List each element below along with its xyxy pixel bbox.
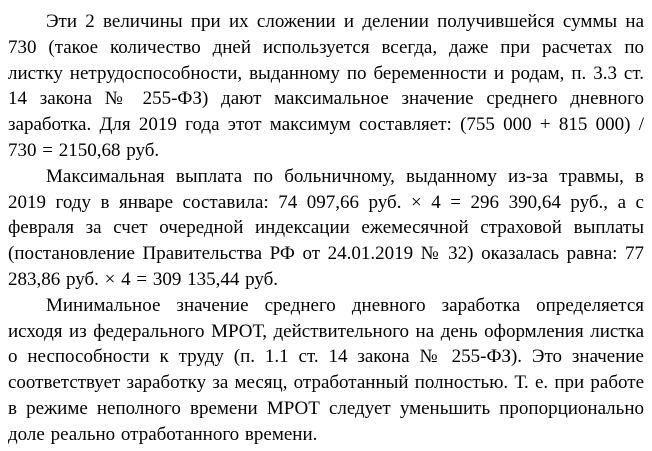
paragraph-max-injury-payment: Максимальная выплата по больничному, выданному из-за травмы, в 2019 году в январе составила: 74 097,66 руб. × 4 = 296 390,64 руб., а с февраля за счет очередной индексации ежемесячной страховой выплаты (постановление Правительства РФ от 24.01.2019 № 32) оказалась равна: 77 283,86 руб. × 4 = 309 135,44 руб. xyxy=(8,165,644,290)
paragraph-min-daily-earnings: Минимальное значение среднего дневного заработка определяется исходя из федерального МРОТ, действительного на день оформления листка о неспособности к труду (п. 1.1 ст. 14 закона № 255-ФЗ). Это значение соответствует заработку за месяц, отработанный полностью. Т. е. при работе в режиме неполного времени МРОТ следует уменьшить пропорционально доле реально отработанного времени. xyxy=(8,294,644,445)
paragraph-max-daily-earnings: Эти 2 величины при их сложении и делении получившейся суммы на 730 (такое количество дней используется всегда, даже при расчетах по листку нетрудоспособности, выданному по беременности и родам, п. 3.3 ст. 14 закона № 255-ФЗ) дают максимальное значение среднего дневного заработка. Для 2019 года этот максимум составляет: (755 000 + 815 000) / 730 = 2150,68 руб. xyxy=(8,11,644,161)
